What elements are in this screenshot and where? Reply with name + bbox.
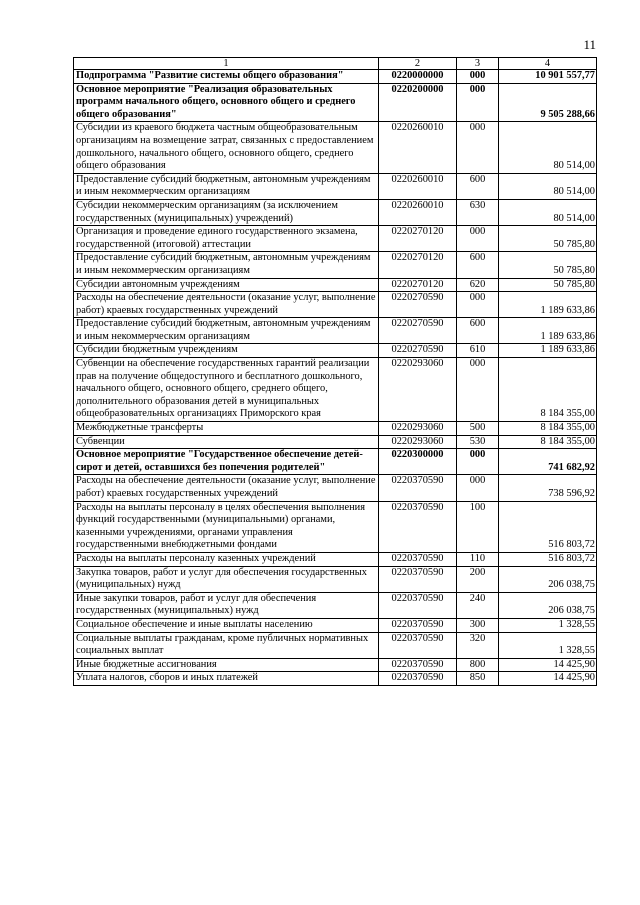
row-type-cell: 300 bbox=[457, 618, 499, 632]
row-name-cell: Подпрограмма "Развитие системы общего образования" bbox=[74, 70, 379, 84]
row-type-cell: 000 bbox=[457, 358, 499, 422]
column-header-1: 1 bbox=[74, 58, 379, 70]
row-name-cell: Расходы на обеспечение деятельности (оказание услуг, выполнение работ) краевых государственных учреждений bbox=[74, 475, 379, 501]
row-amount-cell: 1 328,55 bbox=[499, 632, 597, 658]
row-amount-cell: 1 189 633,86 bbox=[499, 344, 597, 358]
row-name-cell: Субсидии некоммерческим организациям (за исключением государственных (муниципальных) учреждений) bbox=[74, 199, 379, 225]
row-name-cell: Иные закупки товаров, работ и услуг для обеспечения государственных (муниципальных) нужд bbox=[74, 592, 379, 618]
row-name-cell: Основное мероприятие "Государственное обеспечение детей-сирот и детей, оставшихся без попечения родителей" bbox=[74, 449, 379, 475]
row-amount-cell: 516 803,72 bbox=[499, 501, 597, 552]
row-name-cell: Иные бюджетные ассигнования bbox=[74, 658, 379, 672]
row-code-cell: 0220260010 bbox=[379, 199, 457, 225]
row-type-cell: 500 bbox=[457, 422, 499, 436]
row-name-cell: Уплата налогов, сборов и иных платежей bbox=[74, 672, 379, 686]
table-row bbox=[74, 501, 597, 552]
row-amount-cell: 741 682,92 bbox=[499, 449, 597, 475]
table-row bbox=[74, 83, 597, 122]
row-type-cell: 600 bbox=[457, 318, 499, 344]
row-amount-cell: 206 038,75 bbox=[499, 566, 597, 592]
row-code-cell: 0220370590 bbox=[379, 672, 457, 686]
row-type-cell: 100 bbox=[457, 501, 499, 552]
row-code-cell: 0220370590 bbox=[379, 618, 457, 632]
budget-table bbox=[73, 57, 597, 686]
column-header-2: 2 bbox=[379, 58, 457, 70]
row-amount-cell: 50 785,80 bbox=[499, 226, 597, 252]
row-code-cell: 0220370590 bbox=[379, 632, 457, 658]
row-type-cell: 620 bbox=[457, 278, 499, 292]
table-row bbox=[74, 344, 597, 358]
table-row bbox=[74, 358, 597, 422]
row-type-cell: 000 bbox=[457, 475, 499, 501]
row-type-cell: 000 bbox=[457, 83, 499, 122]
row-name-cell: Организация и проведение единого государственного экзамена, государственной (итоговой) аттестации bbox=[74, 226, 379, 252]
row-code-cell: 0220370590 bbox=[379, 658, 457, 672]
row-amount-cell: 80 514,00 bbox=[499, 173, 597, 199]
row-name-cell: Субсидии бюджетным учреждениям bbox=[74, 344, 379, 358]
row-amount-cell: 516 803,72 bbox=[499, 552, 597, 566]
table-row bbox=[74, 618, 597, 632]
row-code-cell: 0220270120 bbox=[379, 252, 457, 278]
row-amount-cell: 10 901 557,77 bbox=[499, 70, 597, 84]
table-row bbox=[74, 566, 597, 592]
row-name-cell: Закупка товаров, работ и услуг для обеспечения государственных (муниципальных) нужд bbox=[74, 566, 379, 592]
row-type-cell: 200 bbox=[457, 566, 499, 592]
row-amount-cell: 80 514,00 bbox=[499, 199, 597, 225]
row-code-cell: 0220260010 bbox=[379, 122, 457, 173]
row-type-cell: 240 bbox=[457, 592, 499, 618]
row-type-cell: 320 bbox=[457, 632, 499, 658]
row-type-cell: 000 bbox=[457, 122, 499, 173]
table-row bbox=[74, 592, 597, 618]
table-row bbox=[74, 475, 597, 501]
row-code-cell: 0220370590 bbox=[379, 566, 457, 592]
row-amount-cell: 50 785,80 bbox=[499, 278, 597, 292]
row-code-cell: 0220000000 bbox=[379, 70, 457, 84]
row-type-cell: 610 bbox=[457, 344, 499, 358]
table-row bbox=[74, 199, 597, 225]
row-code-cell: 0220370590 bbox=[379, 475, 457, 501]
row-code-cell: 0220270590 bbox=[379, 344, 457, 358]
row-amount-cell: 8 184 355,00 bbox=[499, 358, 597, 422]
row-amount-cell: 1 189 633,86 bbox=[499, 318, 597, 344]
row-type-cell: 000 bbox=[457, 226, 499, 252]
row-amount-cell: 8 184 355,00 bbox=[499, 435, 597, 449]
row-type-cell: 000 bbox=[457, 449, 499, 475]
row-name-cell: Субвенции на обеспечение государственных гарантий реализации прав на получение общедоступного и бесплатного дошкольного, начального общего, основного общего, среднего общего, дополнительного образования детей в муниципальных общеобразовательных организациях Приморского края bbox=[74, 358, 379, 422]
table-row bbox=[74, 226, 597, 252]
row-amount-cell: 8 184 355,00 bbox=[499, 422, 597, 436]
row-amount-cell: 1 189 633,86 bbox=[499, 292, 597, 318]
row-code-cell: 0220370590 bbox=[379, 501, 457, 552]
table-row bbox=[74, 70, 597, 84]
table-row bbox=[74, 252, 597, 278]
table-row bbox=[74, 173, 597, 199]
row-type-cell: 110 bbox=[457, 552, 499, 566]
row-name-cell: Предоставление субсидий бюджетным, автономным учреждениям и иным некоммерческим организациям bbox=[74, 252, 379, 278]
table-row bbox=[74, 435, 597, 449]
row-amount-cell: 9 505 288,66 bbox=[499, 83, 597, 122]
row-type-cell: 600 bbox=[457, 252, 499, 278]
row-name-cell: Субвенции bbox=[74, 435, 379, 449]
table-row bbox=[74, 122, 597, 173]
row-type-cell: 000 bbox=[457, 70, 499, 84]
table-row bbox=[74, 658, 597, 672]
row-amount-cell: 50 785,80 bbox=[499, 252, 597, 278]
table-row bbox=[74, 422, 597, 436]
row-amount-cell: 14 425,90 bbox=[499, 658, 597, 672]
row-code-cell: 0220293060 bbox=[379, 435, 457, 449]
row-type-cell: 530 bbox=[457, 435, 499, 449]
row-code-cell: 0220370590 bbox=[379, 592, 457, 618]
row-code-cell: 0220270590 bbox=[379, 292, 457, 318]
row-name-cell: Основное мероприятие "Реализация образовательных программ начального общего, основного общего и среднего общего образования" bbox=[74, 83, 379, 122]
row-name-cell: Межбюджетные трансферты bbox=[74, 422, 379, 436]
row-code-cell: 0220270120 bbox=[379, 226, 457, 252]
row-type-cell: 800 bbox=[457, 658, 499, 672]
column-header-3: 3 bbox=[457, 58, 499, 70]
row-type-cell: 850 bbox=[457, 672, 499, 686]
row-code-cell: 0220270120 bbox=[379, 278, 457, 292]
table-row bbox=[74, 672, 597, 686]
row-code-cell: 0220370590 bbox=[379, 552, 457, 566]
table-row bbox=[74, 449, 597, 475]
table-row bbox=[74, 552, 597, 566]
row-amount-cell: 206 038,75 bbox=[499, 592, 597, 618]
header-row bbox=[74, 58, 597, 70]
row-name-cell: Социальное обеспечение и иные выплаты населению bbox=[74, 618, 379, 632]
row-name-cell: Субсидии из краевого бюджета частным общеобразовательным организациям на возмещение затрат, связанных с предоставлением дошкольного, начального общего, основного общего, среднего общего образования bbox=[74, 122, 379, 173]
row-amount-cell: 14 425,90 bbox=[499, 672, 597, 686]
row-name-cell: Предоставление субсидий бюджетным, автономным учреждениям и иным некоммерческим организациям bbox=[74, 318, 379, 344]
row-type-cell: 630 bbox=[457, 199, 499, 225]
row-name-cell: Социальные выплаты гражданам, кроме публичных нормативных социальных выплат bbox=[74, 632, 379, 658]
row-name-cell: Субсидии автономным учреждениям bbox=[74, 278, 379, 292]
column-header-4: 4 bbox=[499, 58, 597, 70]
row-code-cell: 0220200000 bbox=[379, 83, 457, 122]
row-code-cell: 0220270590 bbox=[379, 318, 457, 344]
row-name-cell: Расходы на обеспечение деятельности (оказание услуг, выполнение работ) краевых государственных учреждений bbox=[74, 292, 379, 318]
row-name-cell: Расходы на выплаты персоналу казенных учреждений bbox=[74, 552, 379, 566]
row-code-cell: 0220300000 bbox=[379, 449, 457, 475]
row-amount-cell: 738 596,92 bbox=[499, 475, 597, 501]
row-code-cell: 0220260010 bbox=[379, 173, 457, 199]
row-code-cell: 0220293060 bbox=[379, 422, 457, 436]
row-amount-cell: 1 328,55 bbox=[499, 618, 597, 632]
row-type-cell: 000 bbox=[457, 292, 499, 318]
row-name-cell: Предоставление субсидий бюджетным, автономным учреждениям и иным некоммерческим организациям bbox=[74, 173, 379, 199]
row-name-cell: Расходы на выплаты персоналу в целях обеспечения выполнения функций государственными (муниципальными) органами, казенными учреждениями, органами управления государственными внебюджетными фондами bbox=[74, 501, 379, 552]
table-row bbox=[74, 292, 597, 318]
table-row bbox=[74, 632, 597, 658]
row-code-cell: 0220293060 bbox=[379, 358, 457, 422]
table-row bbox=[74, 278, 597, 292]
row-amount-cell: 80 514,00 bbox=[499, 122, 597, 173]
row-type-cell: 600 bbox=[457, 173, 499, 199]
page-number: 11 bbox=[583, 37, 596, 52]
table-row bbox=[74, 318, 597, 344]
